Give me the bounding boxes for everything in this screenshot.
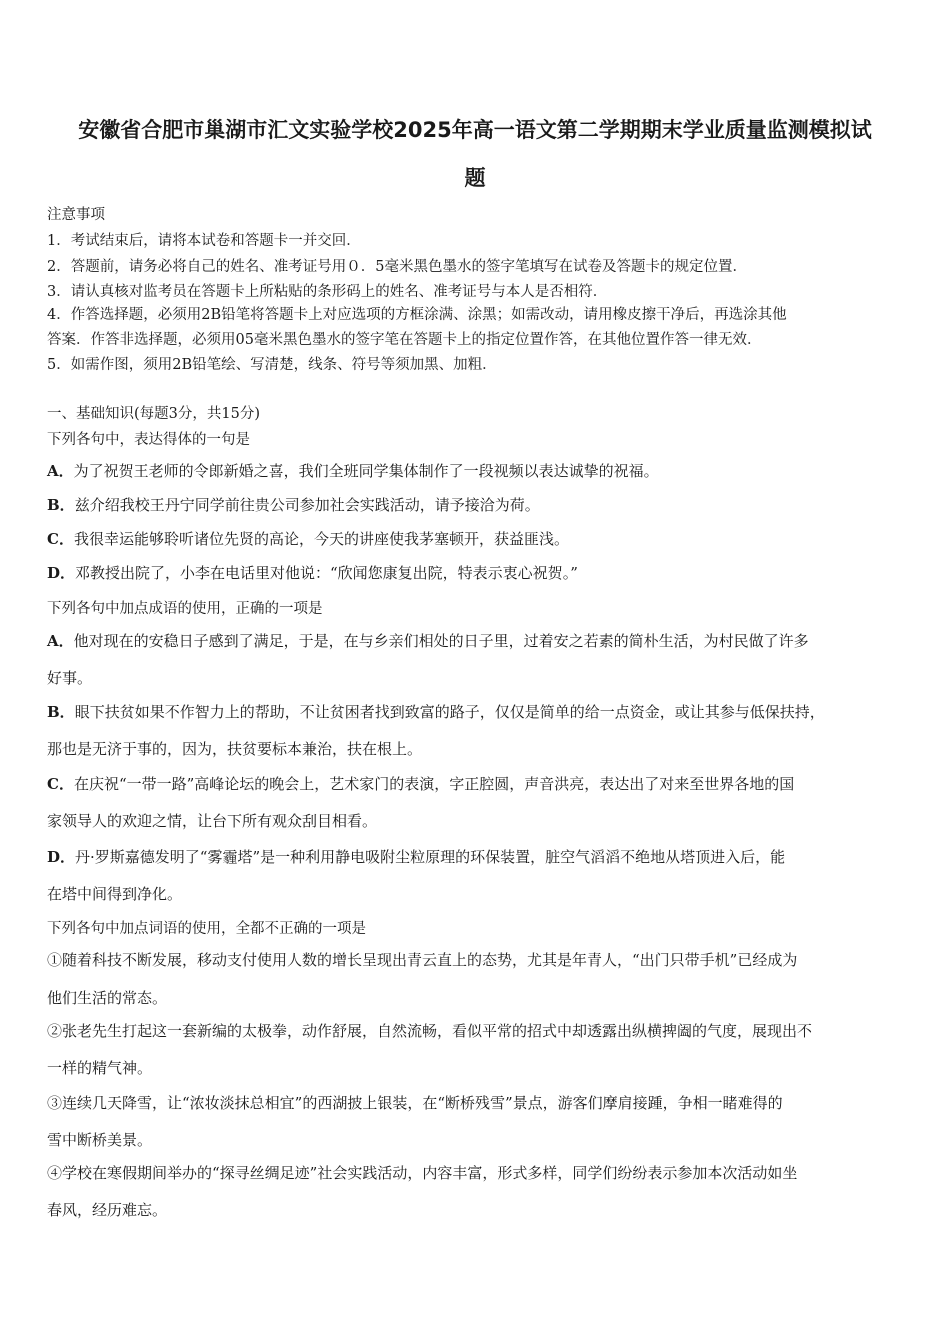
- page-title-continued: 题: [464, 166, 486, 190]
- option-text: 为了祝贺王老师的令郎新婚之喜，我们全班同学集体制作了一段视频以表达诚挚的祝福。: [73, 462, 659, 480]
- option-c: [47, 773, 794, 794]
- option-b-cont: 那也是无济于事的，因为，扶贫要标本兼治，扶在根上。: [47, 740, 423, 758]
- notice-item: 4．作答选择题，必须用2B铅笔将答题卡上对应选项的方框涂满、涂黑；如需改动，请用橡皮擦干净后，再选涂其他: [47, 307, 787, 323]
- option-a-cont: 好事。: [47, 669, 93, 687]
- notice-item: 2．答题前，请务必将自己的姓名、准考证号用０．5毫米黑色墨水的签字笔填写在试卷及答题卡的规定位置．: [47, 259, 747, 275]
- option-a: [47, 630, 809, 651]
- list-item-cont: 他们生活的常态。: [47, 989, 168, 1007]
- option-text: 邓教授出院了，小李在电话里对他说：“欣闻您康复出院，特表示衷心祝贺。”: [75, 564, 578, 582]
- question-stem: 下列各句中，表达得体的一句是: [47, 432, 250, 448]
- option-label: C．: [47, 775, 74, 793]
- notice-item: 答案．作答非选择题，必须用05毫米黑色墨水的签字笔在答题卡上的指定位置作答，在其他位置作答一律无效．: [47, 332, 762, 348]
- list-item-cont: 春风，经历难忘。: [47, 1201, 168, 1219]
- option-a: [47, 460, 659, 481]
- option-b: [47, 701, 825, 722]
- option-label: A．: [47, 632, 74, 650]
- list-item-cont: 一样的精气神。: [47, 1059, 153, 1077]
- list-item: ③连续几天降雪，让“浓妆淡抹总相宜”的西湖披上银装，在“断桥残雪”景点，游客们摩肩接踵，争相一睹难得的: [47, 1094, 783, 1112]
- option-label: B．: [47, 496, 75, 514]
- option-text: 丹·罗斯嘉德发明了“雾霾塔”是一种利用静电吸附尘粒原理的环保装置，脏空气滔滔不绝地从塔顶进入后，能: [75, 848, 786, 866]
- option-text: 他对现在的安稳日子感到了满足，于是，在与乡亲们相处的日子里，过着安之若素的简朴生活，为村民做了许多: [73, 632, 809, 650]
- option-label: A．: [47, 462, 74, 480]
- notice-item: 3．请认真核对监考员在答题卡上所粘贴的条形码上的姓名、准考证号与本人是否相符．: [47, 284, 608, 300]
- option-d: [47, 562, 578, 583]
- option-text: 兹介绍我校王丹宁同学前往贵公司参加社会实践活动，请予接洽为荷。: [74, 496, 540, 514]
- option-text: 眼下扶贫如果不作智力上的帮助，不让贫困者找到致富的路子，仅仅是简单的给一点资金，或让其参与低保扶持，: [74, 703, 825, 721]
- section-heading: 一、基础知识(每题3分，共15分): [47, 406, 260, 422]
- notice-item: 5．如需作图，须用2B铅笔绘、写清楚，线条、符号等须加黑、加粗．: [47, 357, 497, 373]
- option-text: 在庆祝“一带一路”高峰论坛的晚会上，艺术家门的表演，字正腔圆，声音洪亮，表达出了对来至世界各地的国: [73, 775, 795, 793]
- list-item: ④学校在寒假期间举办的“探寻丝绸足迹”社会实践活动，内容丰富，形式多样，同学们纷纷表示参加本次活动如坐: [47, 1164, 798, 1182]
- option-label: D．: [47, 564, 76, 582]
- option-d: [47, 846, 785, 867]
- option-d-cont: 在塔中间得到净化。: [47, 885, 183, 903]
- option-c: [47, 528, 569, 549]
- list-item: ①随着科技不断发展，移动支付使用人数的增长呈现出青云直上的态势，尤其是年青人，“出门只带手机”已经成为: [47, 951, 798, 969]
- notice-heading: 注意事项: [47, 207, 105, 223]
- list-item: ②张老先生打起这一套新编的太极拳，动作舒展，自然流畅，看似平常的招式中却透露出纵横捭阖的气度，展现出不: [47, 1022, 813, 1040]
- notice-item: 1．考试结束后，请将本试卷和答题卡一并交回．: [47, 233, 361, 249]
- option-text: 我很幸运能够聆听诸位先贤的高论，今天的讲座使我茅塞顿开，获益匪浅。: [73, 530, 569, 548]
- option-label: D．: [47, 848, 76, 866]
- option-c-cont: 家领导人的欢迎之情，让台下所有观众刮目相看。: [47, 812, 378, 830]
- page-title: 安徽省合肥市巢湖市汇文实验学校2025年高一语文第二学期期末学业质量监测模拟试: [78, 118, 872, 142]
- question-stem: 下列各句中加点成语的使用，正确的一项是: [47, 601, 323, 617]
- list-item-cont: 雪中断桥美景。: [47, 1131, 153, 1149]
- option-label: C．: [47, 530, 74, 548]
- option-label: B．: [47, 703, 75, 721]
- option-b: [47, 494, 540, 515]
- question-stem: 下列各句中加点词语的使用，全都不正确的一项是: [47, 921, 366, 937]
